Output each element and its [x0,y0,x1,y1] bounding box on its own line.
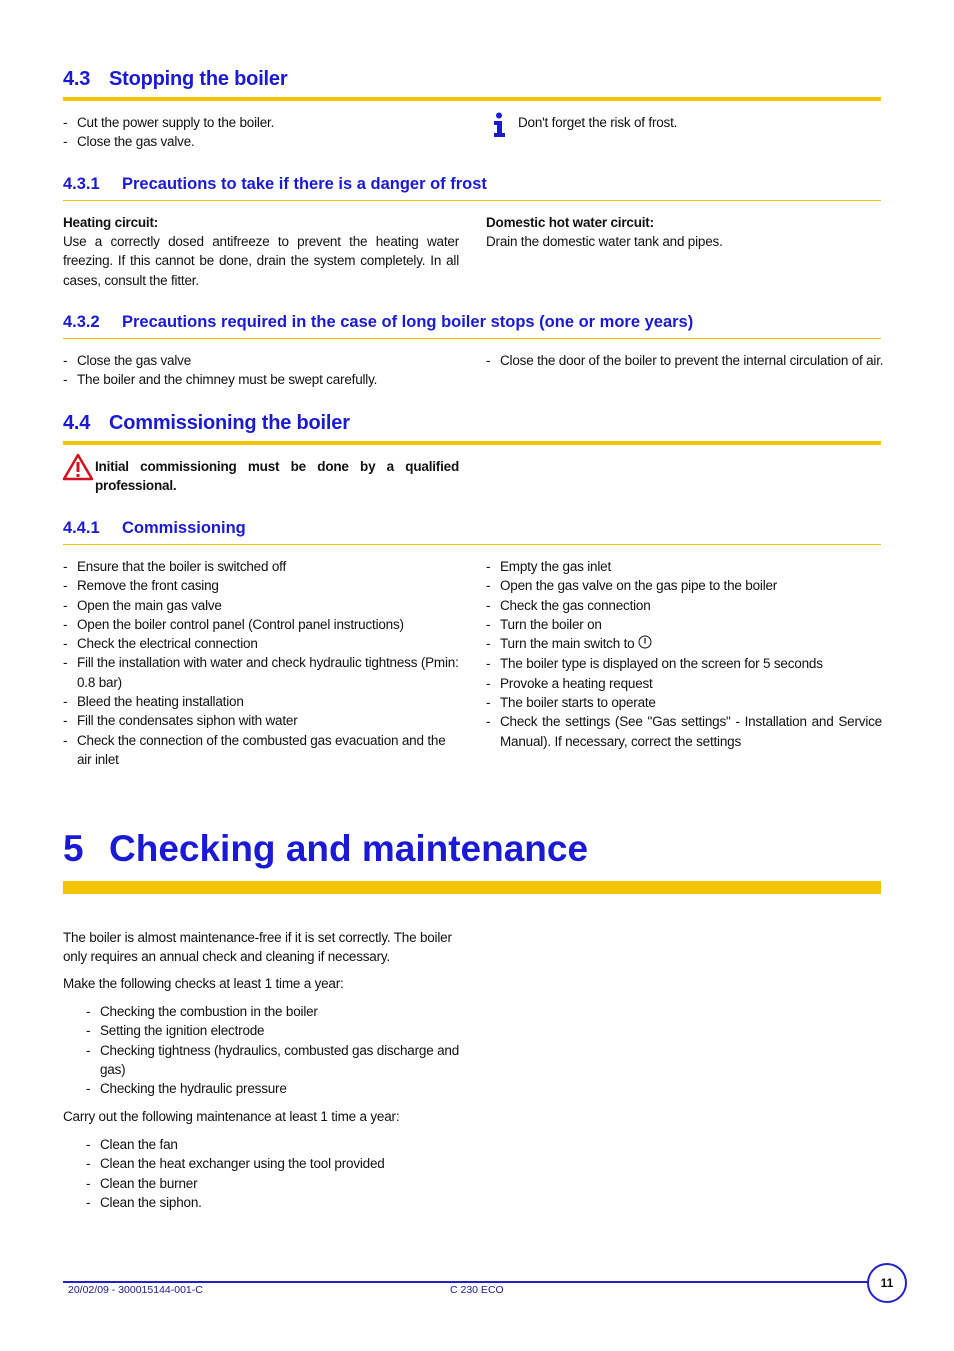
long-stop-left-list [63,351,459,390]
long-stop-right-list [486,351,886,370]
list-item: - Checking the hydraulic pressure [86,1079,459,1098]
section-title: Commissioning [122,519,246,537]
section-number: 4.3 [63,68,91,90]
list-item: - Check the connection of the combusted gas evacuation and the air inlet [63,731,459,770]
list-item: - Turn the boiler on [486,615,882,634]
section-4-3-1-heading [63,175,487,194]
page-number: 11 [867,1263,907,1303]
list-item: - Checking the combustion in the boiler [86,1002,459,1021]
list-item: - Clean the heat exchanger using the tool provided [86,1154,459,1173]
annual-maintenance-list [86,1135,459,1212]
list-item: - Remove the front casing [63,576,459,595]
section-number: 4.4 [63,412,91,434]
list-item: - Checking tightness (hydraulics, combusted gas discharge and gas) [86,1041,459,1080]
section-4-4-1-heading [63,519,246,538]
chapter-number: 5 [63,828,84,869]
list-item: - Check the gas connection [486,596,882,615]
dhw-circuit-heading: Domestic hot water circuit: [486,215,654,230]
section-rule [63,97,881,101]
list-item: - Clean the fan [86,1135,459,1154]
list-item: - Open the main gas valve [63,596,459,615]
section-rule [63,544,881,545]
list-item [486,634,882,654]
list-item: - Fill the installation with water and check hydraulic tightness (Pmin: 0.8 bar) [63,653,459,692]
warning-triangle-icon [62,453,94,481]
section-title: Precautions to take if there is a danger of frost [122,175,487,193]
section-title: Commissioning the boiler [109,412,350,434]
section-number: 4.3.1 [63,175,100,193]
info-icon [492,112,508,138]
section-number: 4.3.2 [63,313,100,331]
list-item: - Ensure that the boiler is switched off [63,557,459,576]
section-rule [63,338,881,339]
list-item: - Bleed the heating installation [63,692,459,711]
list-item: - The boiler type is displayed on the screen for 5 seconds [486,654,882,673]
section-number: 4.4.1 [63,519,100,537]
list-item: - Check the electrical connection [63,634,459,653]
stop-steps-list [63,113,459,152]
commissioning-warning: Initial commissioning must be done by a qualified professional. [95,459,459,494]
list-item: - Close the gas valve [63,351,459,370]
section-rule [63,441,881,445]
chapter-rule [63,881,881,894]
dhw-circuit-text: Drain the domestic water tank and pipes. [486,234,723,249]
list-item: - Empty the gas inlet [486,557,882,576]
list-item-text: Turn the main switch to [500,636,635,652]
list-item: - Check the settings (See "Gas settings" - Installation and Service Manual). If necessary, correct the settings [486,712,882,751]
list-item: - The boiler starts to operate [486,693,882,712]
maintenance-lead: Carry out the following maintenance at least 1 time a year: [63,1109,400,1124]
commissioning-right-list [486,557,882,751]
list-item: - Open the boiler control panel (Control panel instructions) [63,615,459,634]
list-item: - Fill the condensates siphon with water [63,711,459,730]
checks-lead: Make the following checks at least 1 time a year: [63,976,344,991]
list-item: - The boiler and the chimney must be swept carefully. [63,370,459,389]
list-item: - Clean the burner [86,1174,459,1193]
section-4-4-heading [63,412,350,435]
footer-model: C 230 ECO [450,1284,504,1296]
chapter-5-heading [63,828,588,870]
heating-circuit-heading: Heating circuit: [63,215,159,230]
list-item: - Close the door of the boiler to prevent the internal circulation of air. [486,351,886,370]
maintenance-intro: The boiler is almost maintenance-free if it is set correctly. The boiler only requires an annual check and cleaning if necessary. [63,930,452,965]
chapter-title: Checking and maintenance [109,828,589,869]
list-item: - Clean the siphon. [86,1193,459,1212]
info-note: Don't forget the risk of frost. [518,115,678,130]
section-4-3-heading [63,68,287,91]
power-switch-icon [638,635,652,654]
list-item: - Provoke a heating request [486,674,882,693]
section-4-3-2-heading [63,313,693,332]
list-item: - Setting the ignition electrode [86,1021,459,1040]
heating-circuit-text: Use a correctly dosed antifreeze to prevent the heating water freezing. If this cannot be done, drain the system completely. In all cases, consult the fitter. [63,234,459,288]
list-item: - Close the gas valve. [63,132,459,151]
section-title: Stopping the boiler [109,68,288,90]
footer-rule [63,1281,869,1283]
footer-reference: 20/02/09 - 300015144-001-C [68,1284,203,1296]
commissioning-left-list [63,557,459,769]
section-rule [63,200,881,201]
annual-checks-list [86,1002,459,1098]
list-item: - Open the gas valve on the gas pipe to the boiler [486,576,882,595]
list-item: - Cut the power supply to the boiler. [63,113,459,132]
section-title: Precautions required in the case of long boiler stops (one or more years) [122,313,694,331]
